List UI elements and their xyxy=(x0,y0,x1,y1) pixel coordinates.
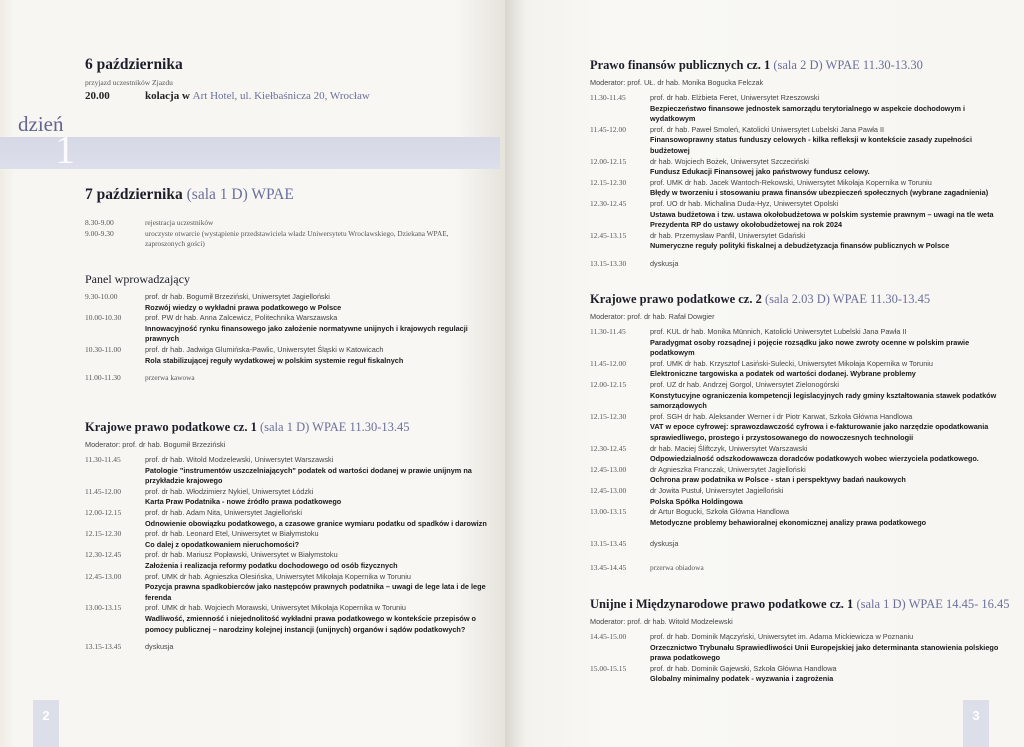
row-talk-title: Elektroniczne targowiska a podatek od wartości dodanej. Wybrane problemy xyxy=(650,369,916,379)
program-row xyxy=(590,327,1015,359)
row-time: 13.15-13.45 xyxy=(85,642,122,652)
row-content xyxy=(650,563,1015,574)
row-content xyxy=(650,359,1015,380)
row-time: 13.15-13.30 xyxy=(590,258,627,268)
row-time: 10.00-10.30 xyxy=(85,313,122,323)
krajowe1-discussion xyxy=(85,642,490,653)
finanse1-title-main: Prawo finansów publicznych cz. 1 xyxy=(590,58,771,72)
krajowe2-title-main: Krajowe prawo podatkowe cz. 2 xyxy=(590,292,762,306)
row-speaker: prof. SGH dr hab. Aleksander Werner i dr Piotr Karwat, Szkoła Główna Handlowa xyxy=(650,411,913,421)
krajowe2-items xyxy=(590,327,1015,528)
row-content xyxy=(145,373,485,384)
dinner-row xyxy=(85,90,485,102)
row-time: 13.00-13.15 xyxy=(85,603,122,613)
row-note: rejestracja uczestników xyxy=(145,218,214,227)
krajowe2-title xyxy=(590,292,1015,307)
row-content xyxy=(145,487,490,508)
row-talk-title: Ochrona praw podatnika w Polsce - stan i perspektywy badań naukowych xyxy=(650,475,906,485)
row-speaker: dr Artur Bogucki, Szkoła Główna Handlowa xyxy=(650,507,790,517)
program-row xyxy=(85,550,490,571)
row-speaker: prof. UO dr hab. Michalina Duda-Hyz, Uniwersytet Opolski xyxy=(650,198,839,208)
row-content xyxy=(145,229,485,250)
day1-title-room: (sala 1 D) WPAE xyxy=(182,186,294,203)
program-row xyxy=(85,572,490,604)
row-speaker: prof. dr hab. Dominik Mączyński, Uniwersytet im. Adama Mickiewicza w Poznaniu xyxy=(650,632,914,641)
row-time: 11.30-11.45 xyxy=(85,455,121,464)
row-note: dyskusja xyxy=(650,539,679,549)
row-time: 12.15-12.30 xyxy=(85,529,122,539)
row-speaker: dr Jowita Pustuł, Uniwersytet Jagielloński xyxy=(650,485,784,495)
row-time: 12.30-12.45 xyxy=(590,198,627,208)
row-speaker: prof. KUL dr hab. Monika Münnich, Katolicki Uniwersytet Lubelski Jana Pawła II xyxy=(650,327,907,336)
row-talk-title: Innowacyjność rynku finansowego jako założenie normatywne unijnych i krajowych regulacji prawnych xyxy=(145,323,468,344)
row-time: 12.15-12.30 xyxy=(590,177,627,187)
row-talk-title: Błędy w tworzeniu i stosowaniu prawa finansów ubezpieczeń społecznych (wybrane zagadnienia) xyxy=(650,188,989,198)
row-speaker: prof. UZ dr hab. Andrzej Gorgol, Uniwersytet Zielonogórski xyxy=(650,379,839,389)
row-content xyxy=(650,231,1010,252)
row-note: dyskusja xyxy=(650,258,679,268)
krajowe2-discussion xyxy=(590,539,1015,550)
row-content xyxy=(145,508,490,529)
row-talk-title: Metodyczne problemy behawioralnej ekonomicznej analizy prawa podatkowego xyxy=(650,517,927,527)
row-talk-title: Odnowienie obowiązku podatkowego, a czasowe granice wymiaru podatku od spadków i darowizn xyxy=(145,518,487,528)
row-talk-title: Założenia i realizacja reformy podatku dochodowego od osób fizycznych xyxy=(145,560,398,570)
panel-title xyxy=(85,272,485,287)
program-row xyxy=(590,632,1015,664)
row-content xyxy=(145,218,485,229)
krajowe1-moderator: Moderator: prof. dr hab. Bogumił Brzeziński xyxy=(85,440,226,449)
program-row xyxy=(590,486,1015,507)
row-talk-title: Ustawa budżetowa i tzw. ustawa okołobudżetowa w polskim systemie prawnym – uwagi na tle weta Prezydenta RP do ustawy okołobudżetowej na rok 2024 xyxy=(650,209,994,230)
program-row xyxy=(590,178,1010,199)
row-time: 12.30-12.45 xyxy=(590,443,627,453)
row-speaker: dr hab. Przemysław Panfil, Uniwersytet Gdański xyxy=(650,230,806,240)
program-row xyxy=(590,539,1015,550)
row-time: 12.45-13.15 xyxy=(590,230,627,240)
row-time: 12.15-12.30 xyxy=(590,411,627,421)
day0-section xyxy=(85,56,485,102)
row-speaker: prof. dr hab. Mariusz Popławski, Uniwersytet w Białymstoku xyxy=(145,550,338,560)
day1-title xyxy=(85,186,485,204)
row-content xyxy=(650,507,1015,528)
finanse1-moderator: Moderator: prof. UŁ. dr hab. Monika Bogucka Felczak xyxy=(590,78,764,87)
program-row xyxy=(85,313,485,345)
unijne1-title xyxy=(590,597,1015,612)
row-time: 10.30-11.00 xyxy=(85,344,121,354)
krajowe1-section xyxy=(85,420,490,653)
row-speaker: prof. UMK dr hab. Jacek Wantoch-Rekowski, Uniwersytet Mikołaja Kopernika w Toruniu xyxy=(650,177,932,187)
row-speaker: prof. dr hab. Leonard Etel, Uniwersytet w Białymstoku xyxy=(145,529,319,539)
row-note: dyskusja xyxy=(145,642,174,652)
program-row xyxy=(590,359,1015,380)
row-speaker: prof. UMK dr hab. Agnieszka Olesińska, Uniwersytet Mikołaja Kopernika w Toruniu xyxy=(145,571,411,581)
finanse1-items xyxy=(590,93,1010,252)
row-talk-title: Karta Praw Podatnika - nowe źródło prawa podatkowego xyxy=(145,497,342,507)
row-talk-title: Wadliwość, zmienność i niejednolitość wykładni prawa podatkowego w kontekście przepisów o pomocy publicznej – narodziny kolejnej instancji (unijnych) organów i sądów podatkowych? xyxy=(145,613,476,634)
arrival-note: przyjazd uczestników Zjazdu xyxy=(85,78,173,87)
row-content xyxy=(650,412,1015,444)
row-speaker: prof. dr hab. Włodzimierz Nykiel, Uniwersytet Łódzki xyxy=(145,486,314,496)
program-row xyxy=(590,444,1015,465)
row-time: 14.45-15.00 xyxy=(590,632,627,641)
program-row xyxy=(590,507,1015,528)
krajowe1-title-main: Krajowe prawo podatkowe cz. 1 xyxy=(85,420,257,434)
program-row xyxy=(85,603,490,635)
program-row xyxy=(590,231,1010,252)
row-content xyxy=(145,313,485,345)
row-content xyxy=(145,572,490,604)
program-row xyxy=(85,229,485,250)
row-content xyxy=(650,465,1015,486)
finanse1-title xyxy=(590,58,1010,73)
unijne1-title-room: (sala 1 D) WPAE 14.45- 16.45 xyxy=(853,597,1010,611)
right-page xyxy=(505,0,1024,747)
program-row xyxy=(590,412,1015,444)
row-time: 11.45-12.00 xyxy=(590,358,626,368)
row-content xyxy=(650,486,1015,507)
row-time: 15.00-15.15 xyxy=(590,663,627,673)
panel-items xyxy=(85,292,485,366)
row-speaker: prof. dr hab. Paweł Smoleń, Katolicki Uniwersytet Lubelski Jana Pawła II xyxy=(650,124,885,134)
row-speaker: prof. dr hab. Jadwiga Glumińska-Pawlic, Uniwersytet Śląski w Katowicach xyxy=(145,344,384,354)
row-content xyxy=(145,550,490,571)
row-time: 12.00-12.15 xyxy=(590,156,627,166)
program-row xyxy=(85,218,485,229)
finanse1-discussion xyxy=(590,259,1010,270)
day0-title: 6 października xyxy=(85,56,183,73)
row-talk-title: Konstytucyjne ograniczenia kompetencji legislacyjnych rady gminy kształtowania stawek podatków samorządowych xyxy=(650,390,997,411)
row-talk-title: VAT w epoce cyfrowej: sprawozdawczość cyfrowa i e-fakturowanie jako narzędzie opodatkowania sprawiedliwego, prostego i przystosowanego do nowoczesnych technologii xyxy=(650,422,989,442)
row-time: 9.00-9.30 xyxy=(85,228,114,238)
row-content xyxy=(145,529,490,550)
row-talk-title: Bezpieczeństwo finansowe jednostek samorządu terytorialnego w aspekcie dochodowym i wydatkowym xyxy=(650,103,966,124)
program-row xyxy=(85,345,485,366)
row-talk-title: Polska Spółka Holdingowa xyxy=(650,496,743,506)
day1-title-main: 7 października xyxy=(85,186,183,203)
row-content xyxy=(650,444,1015,465)
program-row xyxy=(590,259,1010,270)
row-talk-title: Orzecznictwo Trybunału Sprawiedliwości Unii Europejskiej jako determinanta stanowienia polskiego prawa podatkowego xyxy=(650,642,999,663)
row-content xyxy=(650,632,1015,664)
lunch-break xyxy=(590,563,1015,574)
row-time: 13.00-13.15 xyxy=(590,507,627,517)
row-content xyxy=(650,178,1010,199)
row-speaker: prof. UMK dr hab. Krzysztof Lasiński-Sulecki, Uniwersytet Mikołaja Kopernika w Toruniu xyxy=(650,358,933,368)
row-content xyxy=(650,125,1010,157)
program-row xyxy=(590,465,1015,486)
coffee-break xyxy=(85,373,485,384)
row-talk-title: Finansowoprawny status funduszy celowych - kilka refleksji w kontekście zasady zupełności budżetowej xyxy=(650,135,972,155)
row-talk-title: Co dalej z opodatkowaniem nieruchomości? xyxy=(145,539,300,549)
page-number-right: 3 xyxy=(963,700,989,747)
row-talk-title: Rola stabilizującej reguły wydatkowej w polskim systemie reguł fiskalnych xyxy=(145,355,404,365)
row-content xyxy=(650,259,1010,270)
krajowe1-title xyxy=(85,420,490,435)
row-time: 11.45-12.00 xyxy=(85,486,121,496)
row-speaker: prof. dr hab. Witold Modzelewski, Uniwersytet Warszawski xyxy=(145,455,334,464)
krajowe2-moderator: Moderator: prof. dr hab. Rafał Dowgier xyxy=(590,312,715,321)
dinner-label: kolacja w xyxy=(145,90,193,102)
day-band xyxy=(0,137,500,169)
program-row xyxy=(590,664,1015,685)
program-row xyxy=(85,292,485,313)
row-content xyxy=(650,664,1015,685)
row-speaker: prof. dr hab. Adam Nita, Uniwersytet Jagielloński xyxy=(145,507,302,517)
row-speaker: dr hab. Maciej Śliftczyk, Uniwersytet Warszawski xyxy=(650,443,808,453)
program-row xyxy=(590,380,1015,412)
krajowe1-items xyxy=(85,455,490,635)
program-row xyxy=(590,199,1010,231)
left-page xyxy=(0,0,505,747)
program-row xyxy=(85,642,490,653)
row-time: 13.45-14.45 xyxy=(590,562,627,572)
program-row xyxy=(590,157,1010,178)
row-speaker: prof. dr hab. Bogumił Brzeziński, Uniwersytet Jagielloński xyxy=(145,292,330,301)
row-talk-title: Fundusz Edukacji Finansowej jako państwowy fundusz celowy. xyxy=(650,167,870,177)
row-content xyxy=(145,455,490,487)
program-row xyxy=(85,373,485,384)
row-time: 9.30-10.00 xyxy=(85,292,118,301)
unijne1-section xyxy=(590,597,1015,685)
program-row xyxy=(85,487,490,508)
row-time: 12.45-13.00 xyxy=(590,464,627,474)
row-content xyxy=(145,642,490,653)
row-note: przerwa kawowa xyxy=(145,373,195,383)
row-time: 13.15-13.45 xyxy=(590,539,627,549)
row-time: 12.45-13.00 xyxy=(85,571,122,581)
row-content xyxy=(145,345,485,366)
day1-section xyxy=(85,186,485,250)
row-content xyxy=(650,93,1010,125)
row-speaker: prof. dr hab. Dominik Gajewski, Szkoła Główna Handlowa xyxy=(650,663,837,673)
row-time: 11.00-11.30 xyxy=(85,373,121,383)
program-row xyxy=(590,125,1010,157)
finanse1-title-room: (sala 2 D) WPAE 11.30-13.30 xyxy=(770,58,923,72)
row-speaker: prof. dr hab. Elżbieta Feret, Uniwersytet Rzeszowski xyxy=(650,93,820,102)
row-note: uroczyste otwarcie (wystąpienie przedstawiciela władz Uniwersytetu Wrocławskiego, Dziekana WPAE, zaproszonych gości) xyxy=(145,228,449,249)
row-talk-title: Paradygmat osoby rozsądnej i pojęcie rozsądku jako nowe zwroty ocenne w polskim prawie podatkowym xyxy=(650,337,970,358)
program-row xyxy=(590,563,1015,574)
row-time: 11.30-11.45 xyxy=(590,327,626,336)
row-content xyxy=(650,539,1015,550)
program-row xyxy=(85,529,490,550)
program-row xyxy=(590,93,1010,125)
row-time: 12.00-12.15 xyxy=(590,379,627,389)
row-content xyxy=(145,292,485,313)
row-talk-title: Globalny minimalny podatek - wyzwania i zagrożenia xyxy=(650,674,834,684)
krajowe2-title-room: (sala 2.03 D) WPAE 11.30-13.45 xyxy=(761,292,931,306)
program-row xyxy=(85,508,490,529)
row-speaker: dr Agnieszka Franczak, Uniwersytet Jagielloński xyxy=(650,464,806,474)
row-time: 8.30-9.00 xyxy=(85,218,114,227)
krajowe1-title-room: (sala 1 D) WPAE 11.30-13.45 xyxy=(256,420,410,434)
row-content xyxy=(650,157,1010,178)
row-time: 11.30-11.45 xyxy=(590,93,626,102)
program-row xyxy=(85,455,490,487)
row-talk-title: Numeryczne reguły polityki fiskalnej a debudżetyzacja finansów publicznych w Polsce xyxy=(650,241,950,251)
day1-items xyxy=(85,218,485,250)
row-time: 11.45-12.00 xyxy=(590,124,626,134)
row-speaker: prof. UMK dr hab. Wojciech Morawski, Uniwersytet Mikołaja Kopernika w Toruniu xyxy=(145,603,406,613)
row-content xyxy=(145,603,490,635)
day-label: dzień xyxy=(18,112,64,136)
panel-section xyxy=(85,272,485,384)
row-speaker: dr hab. Wojciech Bożek, Uniwersytet Szczeciński xyxy=(650,156,809,166)
unijne1-moderator: Moderator: prof. dr hab. Witold Modzelewski xyxy=(590,617,733,626)
row-talk-title: Odpowiedzialność odszkodowawcza doradców podatkowych wobec wierzyciela podatkowego. xyxy=(650,454,979,464)
dinner-time: 20.00 xyxy=(85,90,110,102)
row-time: 12.00-12.15 xyxy=(85,507,122,517)
row-talk-title: Pozycja prawna spadkobierców jako następców prawnych podatnika – uwagi de lege lata i de lege ferenda xyxy=(145,582,486,602)
unijne1-title-main: Unijne i Międzynarodowe prawo podatkowe cz. 1 xyxy=(590,597,854,611)
row-note: przerwa obiadowa xyxy=(650,562,704,572)
row-speaker: prof. PW dr hab. Anna Zalcewicz, Politechnika Warszawska xyxy=(145,313,338,323)
dinner-place: Art Hotel, ul. Kiełbaśnicza 20, Wrocław xyxy=(192,90,370,102)
row-time: 12.45-13.00 xyxy=(590,485,627,495)
krajowe2-section xyxy=(590,292,1015,573)
row-content xyxy=(650,327,1015,359)
row-content xyxy=(650,199,1010,231)
panel-title-text: Panel wprowadzający xyxy=(85,272,190,286)
unijne1-items xyxy=(590,632,1015,685)
row-talk-title: Rozwój wiedzy o wykładni prawa podatkowego w Polsce xyxy=(145,302,342,312)
row-time: 12.30-12.45 xyxy=(85,550,122,560)
page-number-left: 2 xyxy=(33,700,59,747)
day-number: 1 xyxy=(55,127,75,172)
row-content xyxy=(650,380,1015,412)
finanse1-section xyxy=(590,58,1010,270)
row-talk-title: Patologie "instrumentów uszczelniających" podatek od wartości dodanej w prawie unijnym na przykładzie krajowego xyxy=(145,465,472,486)
